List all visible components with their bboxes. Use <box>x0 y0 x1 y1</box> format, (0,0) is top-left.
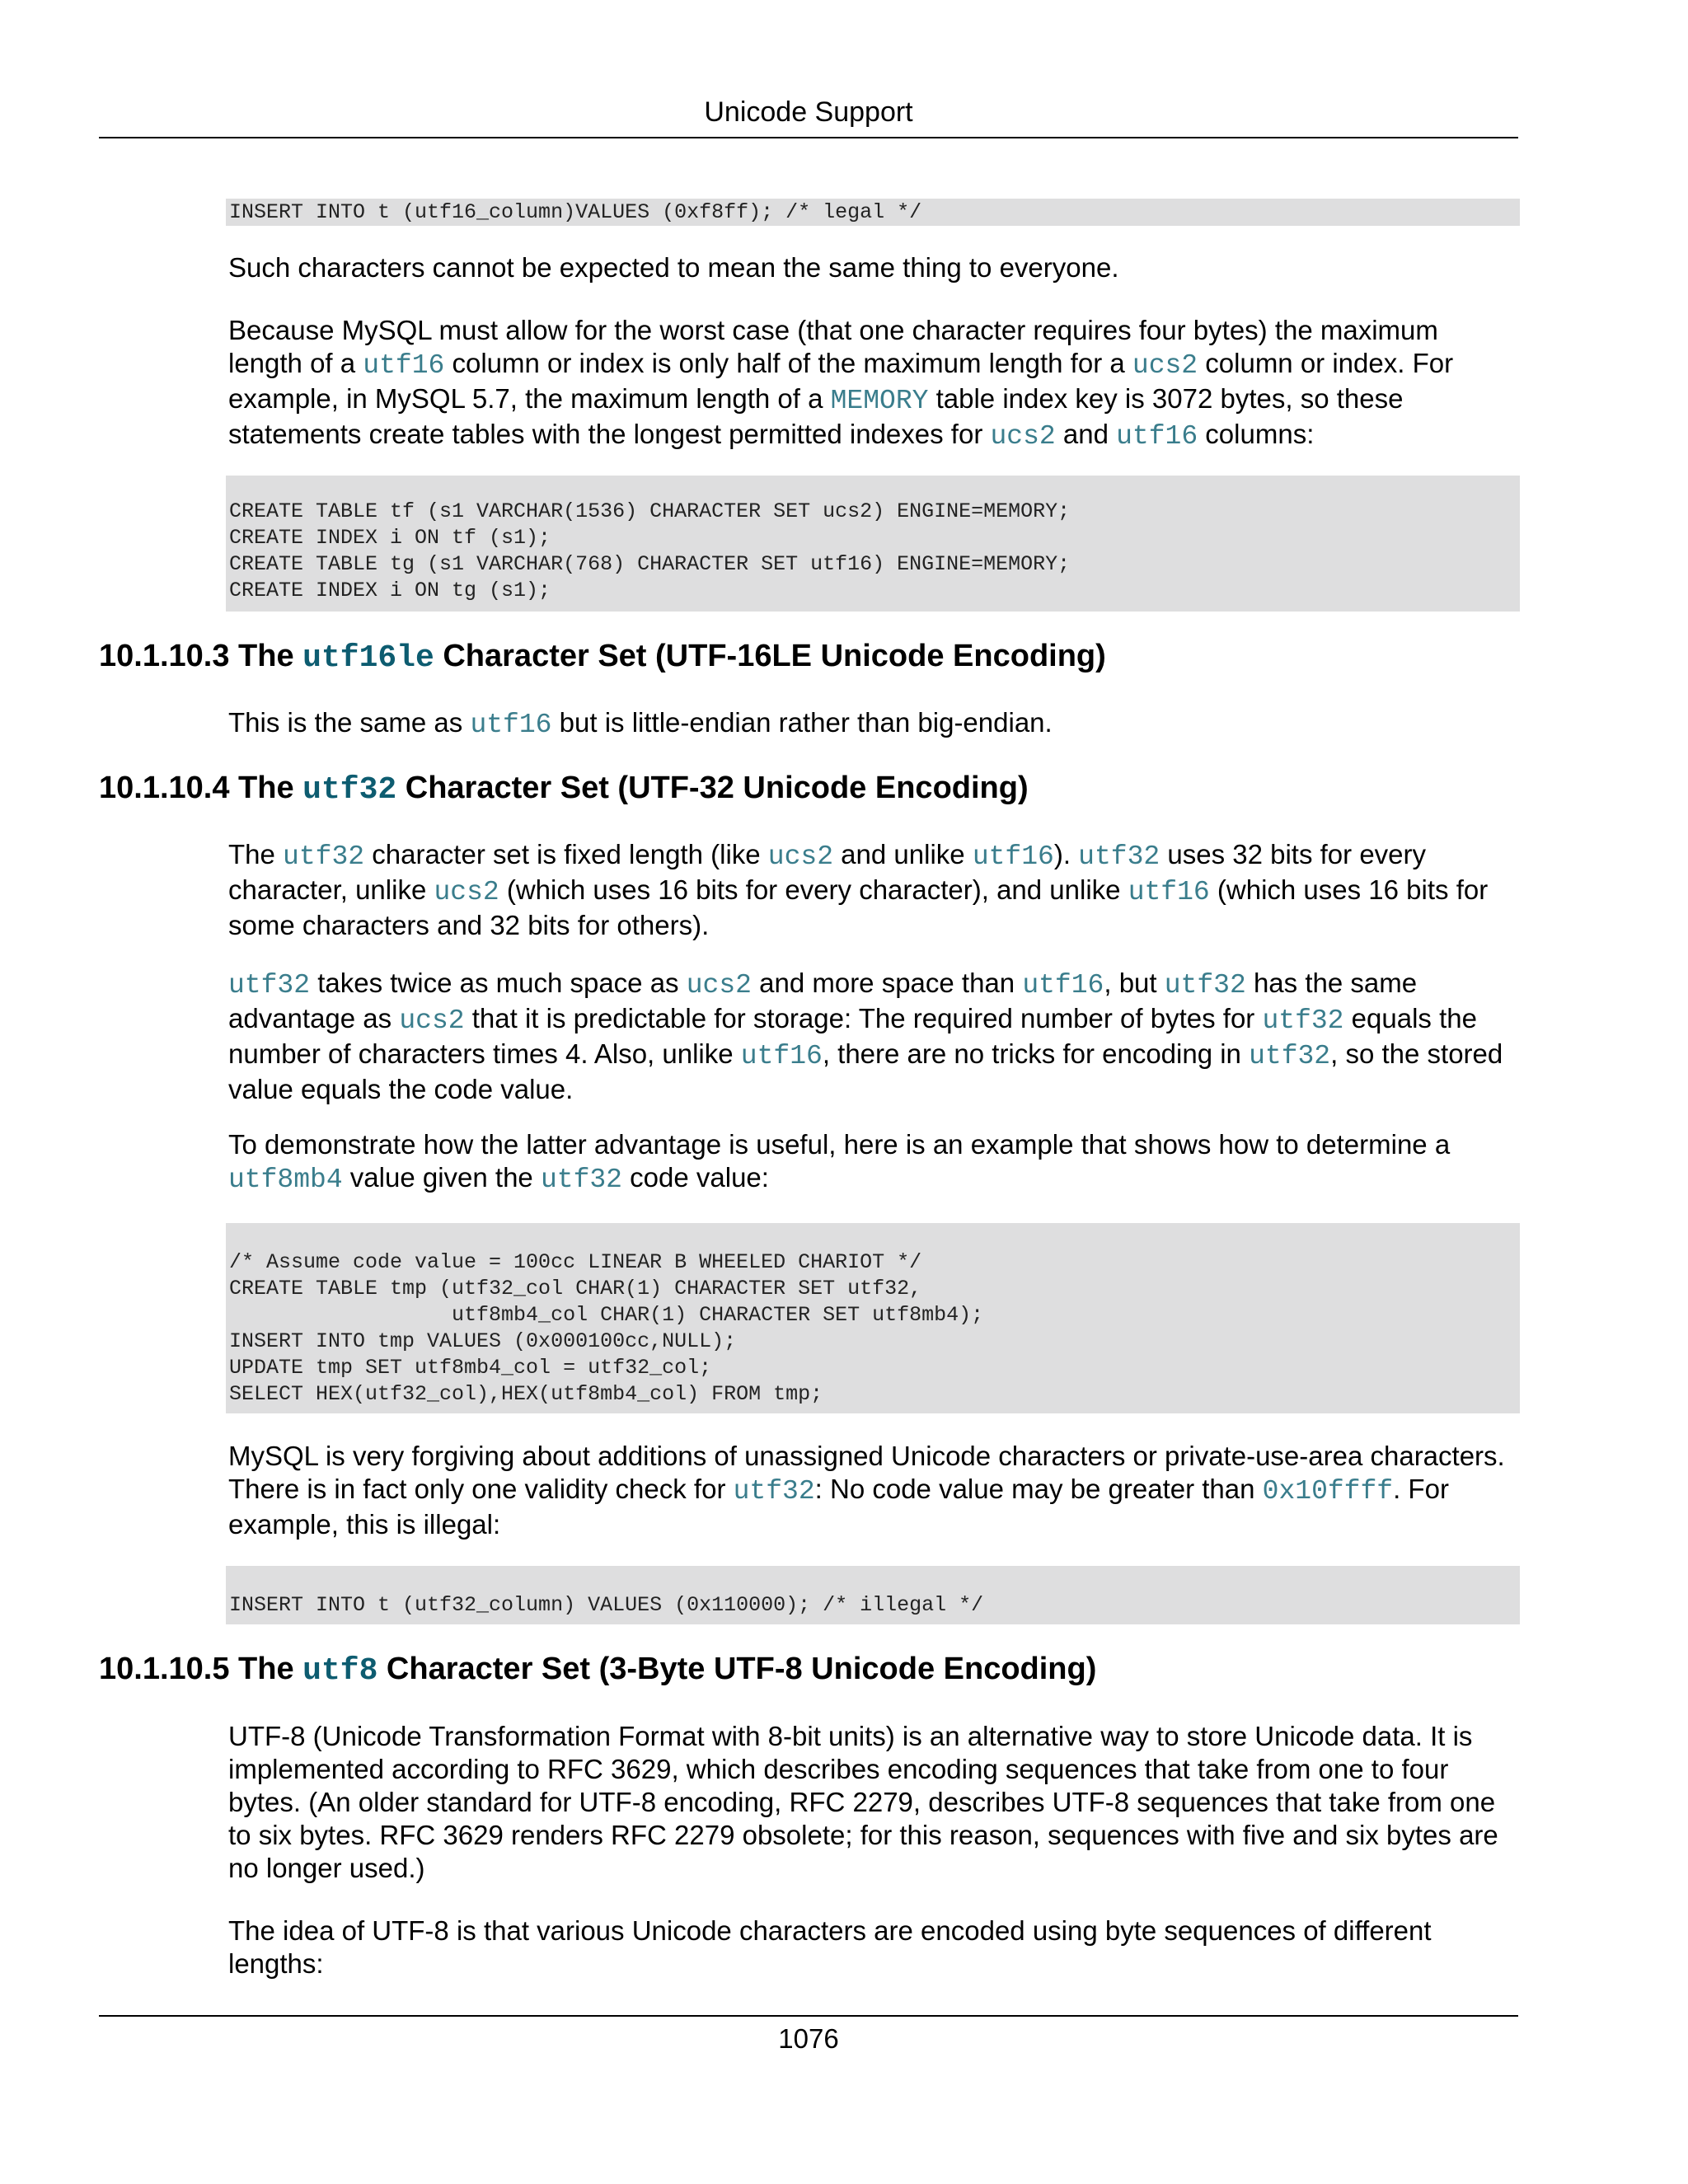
literal-utf32[interactable]: utf32 <box>1249 1041 1331 1071</box>
literal-ucs2[interactable]: ucs2 <box>767 841 834 872</box>
literal-memory[interactable]: MEMORY <box>830 386 929 416</box>
code-create-tables: CREATE TABLE tf (s1 VARCHAR(1536) CHARACTER SET ucs2) ENGINE=MEMORY; CREATE INDEX i ON tf (s1); CREATE TABLE tg (s1 VARCHAR(768) CHARACTER SET utf16) ENGINE=MEMORY; CREATE INDEX i ON tg (s1); <box>226 476 1520 612</box>
literal-utf8mb4[interactable]: utf8mb4 <box>228 1165 343 1195</box>
paragraph-demonstrate: To demonstrate how the latter advantage is useful, here is an example that shows how to determine a utf8mb4 value given the utf32 code value: <box>228 1129 1451 1195</box>
literal-utf32[interactable]: utf32 <box>1262 1005 1344 1036</box>
literal-utf32[interactable]: utf32 <box>283 841 365 872</box>
literal-ucs2[interactable]: ucs2 <box>1132 350 1198 381</box>
literal-utf16[interactable]: utf16 <box>972 841 1054 872</box>
heading-literal-utf16le[interactable]: utf16le <box>302 640 434 676</box>
paragraph-utf32-fixed-length: The utf32 character set is fixed length (like ucs2 and unlike utf16). utf32 uses 32 bits for every character, unlike ucs2 (which uses 16 bits for every character), and unlike utf16 (which uses 16 bits for some characters and 32 bits for others). <box>228 839 1489 940</box>
literal-utf32[interactable]: utf32 <box>733 1476 815 1507</box>
literal-utf32[interactable]: utf32 <box>1078 841 1160 872</box>
literal-utf32[interactable]: utf32 <box>540 1165 622 1195</box>
paragraph-utf32-space: utf32 takes twice as much space as ucs2 and more space than utf16, but utf32 has the same advantage as ucs2 that it is predictable for storage: The required number of bytes for utf32 equals the number of characters times 4. Also, unlike utf16, there are no tricks for encoding in utf32, so the stored value equals the code value. <box>228 968 1503 1104</box>
paragraph-utf8-intro: UTF-8 (Unicode Transformation Format with 8-bit units) is an alternative way to store Unicode data. It is implemented according to RFC 3629, which describes encoding sequences that take from one to four bytes. (An older standard for UTF-8 encoding, RFC 2279, describes UTF-8 sequences that take from one to six bytes. RFC 3629 renders RFC 2279 obsolete; for this reason, sequences with five and six bytes are no longer used.) <box>228 1721 1498 1883</box>
literal-ucs2[interactable]: ucs2 <box>399 1005 465 1036</box>
section-heading-utf8: 10.1.10.5 The utf8 Character Set (3-Byte UTF-8 Unicode Encoding) <box>99 1652 1097 1689</box>
heading-literal-utf32[interactable]: utf32 <box>302 772 397 808</box>
section-heading-utf32: 10.1.10.4 The utf32 Character Set (UTF-32 Unicode Encoding) <box>99 771 1029 808</box>
literal-utf32[interactable]: utf32 <box>228 970 311 1001</box>
paragraph-utf16le: This is the same as utf16 but is little-endian rather than big-endian. <box>228 707 1053 740</box>
code-insert-legal: INSERT INTO t (utf16_column)VALUES (0xf8ff); /* legal */ <box>226 199 1520 226</box>
literal-utf32[interactable]: utf32 <box>1164 970 1246 1001</box>
footer-rule <box>99 2015 1518 2017</box>
code-insert-illegal: INSERT INTO t (utf32_column) VALUES (0x110000); /* illegal */ <box>226 1566 1520 1624</box>
heading-literal-utf8[interactable]: utf8 <box>302 1653 378 1689</box>
literal-ucs2[interactable]: ucs2 <box>686 970 752 1001</box>
literal-utf16[interactable]: utf16 <box>363 350 445 381</box>
literal-utf16[interactable]: utf16 <box>1128 877 1210 907</box>
header-rule <box>99 137 1518 138</box>
page-number: 1076 <box>778 2023 839 2054</box>
paragraph-forgiving: MySQL is very forgiving about additions of unassigned Unicode characters or private-use-area characters. There is in fact only one validity check for utf32: No code value may be greater than 0x10ffff. For example, this is illegal: <box>228 1441 1505 1540</box>
literal-utf16[interactable]: utf16 <box>1116 421 1198 452</box>
literal-ucs2[interactable]: ucs2 <box>990 421 1056 452</box>
literal-ucs2[interactable]: ucs2 <box>434 877 499 907</box>
literal-utf16[interactable]: utf16 <box>740 1041 823 1071</box>
paragraph-utf8-idea: The idea of UTF-8 is that various Unicode characters are encoded using byte sequences of different lengths: <box>228 1915 1432 1979</box>
code-chariot-example: /* Assume code value = 100cc LINEAR B WHEELED CHARIOT */ CREATE TABLE tmp (utf32_col CHAR(1) CHARACTER SET utf32, utf8mb4_col CHAR(1) CHARACTER SET utf8mb4); INSERT INTO tmp VALUES (0x000100cc,NULL); UPDATE tmp SET utf8mb4_col = utf32_col; SELECT HEX(utf32_col),HEX(utf8mb4_col) FROM tmp; <box>226 1223 1520 1413</box>
page-header: Unicode Support <box>704 96 913 128</box>
section-heading-utf16le: 10.1.10.3 The utf16le Character Set (UTF-16LE Unicode Encoding) <box>99 639 1106 676</box>
paragraph-maximum-length: Because MySQL must allow for the worst case (that one character requires four bytes) the maximum length of a utf16 column or index is only half of the maximum length for a ucs2 column or index. For example, in MySQL 5.7, the maximum length of a MEMORY table index key is 3072 bytes, so these statements create tables with the longest permitted indexes for ucs2 and utf16 columns: <box>228 315 1454 452</box>
literal-utf16[interactable]: utf16 <box>1022 970 1104 1001</box>
literal-utf16[interactable]: utf16 <box>470 710 552 740</box>
paragraph-such-characters: Such characters cannot be expected to mean the same thing to everyone. <box>228 252 1119 283</box>
literal-0x10ffff[interactable]: 0x10ffff <box>1262 1476 1394 1507</box>
